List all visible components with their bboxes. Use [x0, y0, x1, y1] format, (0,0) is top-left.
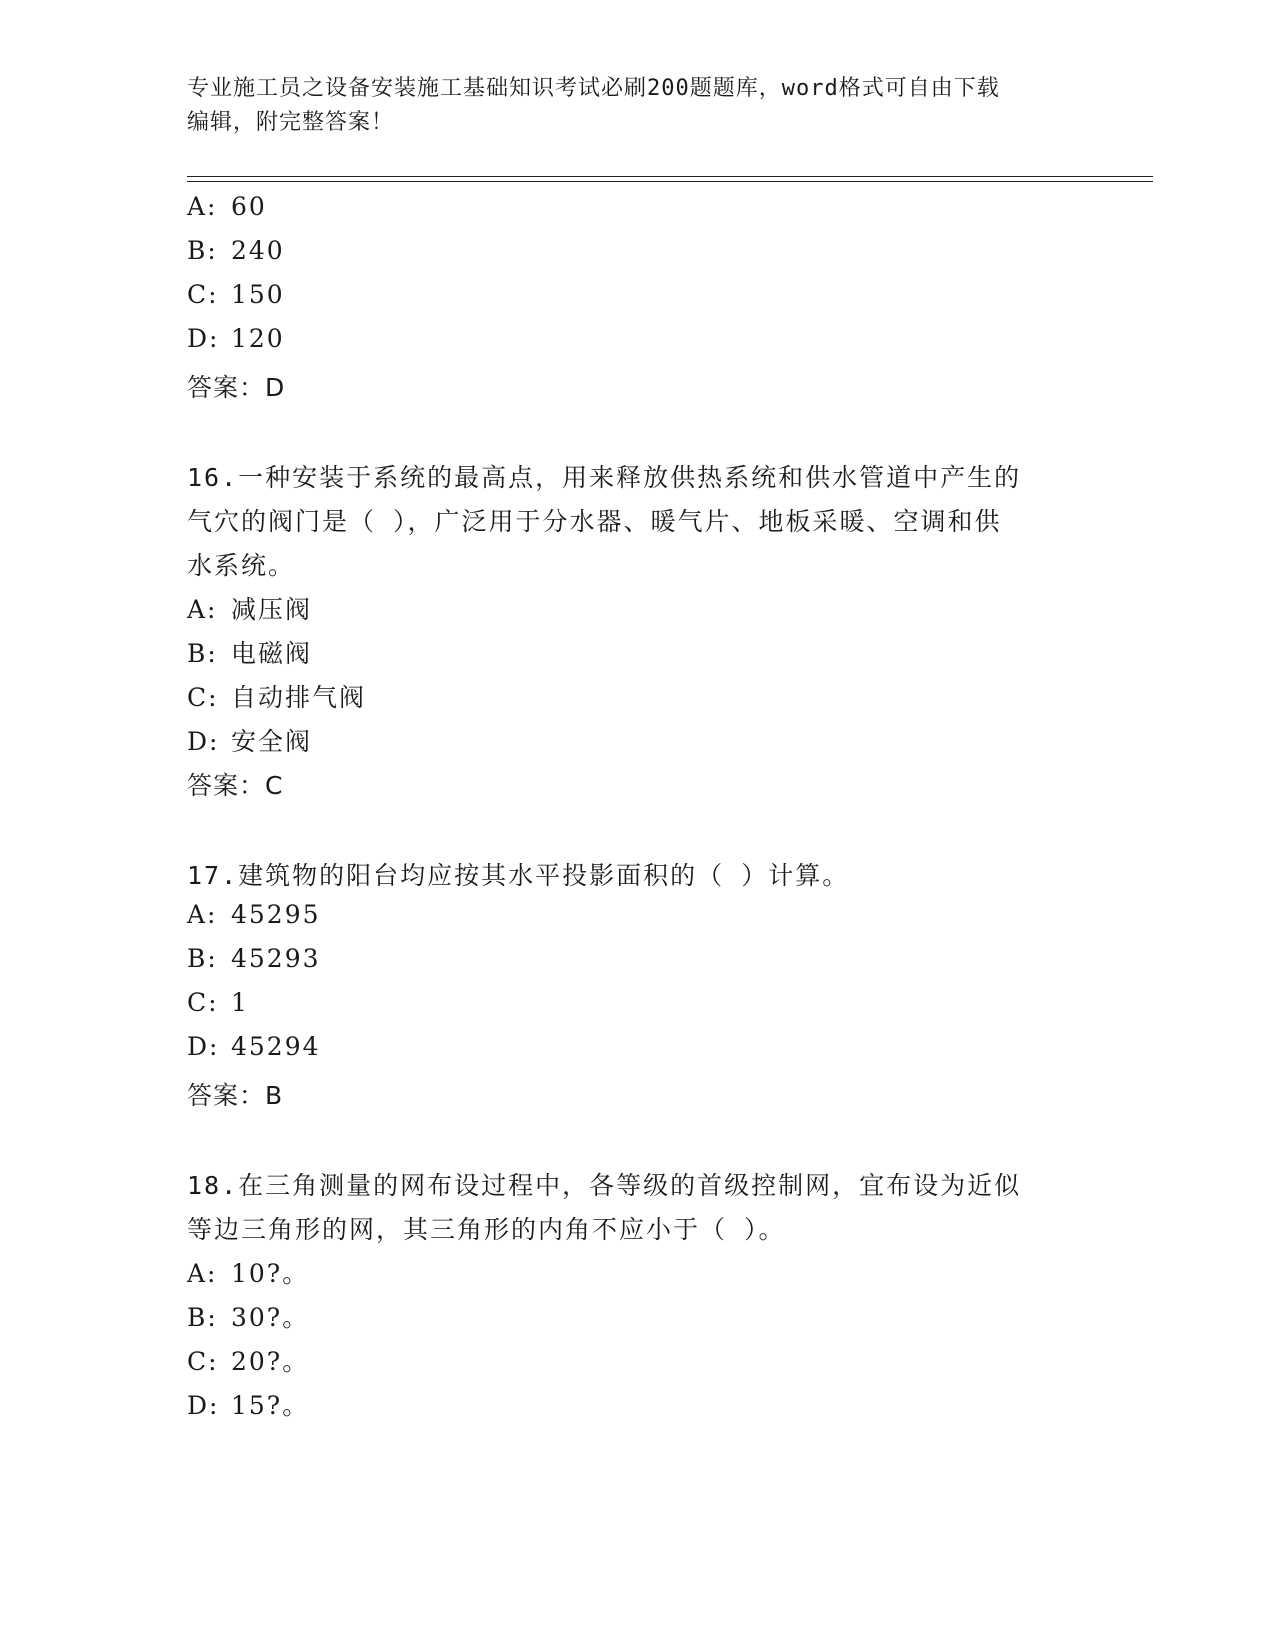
q16-option-d: D: 安全阀 [187, 727, 313, 756]
q16-question-line-2: 气穴的阀门是（ ），广泛用于分水器、暖气片、地板采暖、空调和供 [187, 507, 1002, 536]
q15-answer: 答案：D [187, 373, 286, 402]
q15-option-b: B: 240 [187, 236, 285, 265]
q18-option-d: D: 15?。 [187, 1391, 310, 1420]
header-line-1: 专业施工员之设备安装施工基础知识考试必刷200题题库，word格式可自由下载 [187, 76, 1000, 101]
header-line-2: 编辑，附完整答案！ [187, 110, 395, 135]
q16-option-a: A: 减压阀 [187, 595, 313, 624]
q15-option-a: A: 60 [187, 192, 267, 221]
q15-option-d: D: 120 [187, 324, 285, 353]
q17-question-line-1: 17.建筑物的阳台均应按其水平投影面积的（ ）计算。 [187, 861, 850, 890]
q16-option-c: C: 自动排气阀 [187, 683, 367, 712]
page-header [187, 72, 1087, 140]
q17-option-a: A: 45295 [187, 900, 321, 929]
q17-option-c: C: 1 [187, 988, 249, 1017]
q17-option-b: B: 45293 [187, 944, 321, 973]
header-divider-top [187, 176, 1153, 177]
q16-option-b: B: 电磁阀 [187, 639, 313, 668]
q17-answer: 答案：B [187, 1081, 284, 1110]
q18-option-c: C: 20?。 [187, 1347, 310, 1376]
q16-answer: 答案：C [187, 771, 284, 800]
q17-option-d: D: 45294 [187, 1032, 321, 1061]
q18-option-b: B: 30?。 [187, 1303, 310, 1332]
q18-question-line-2: 等边三角形的网，其三角形的内角不应小于（ ）。 [187, 1215, 786, 1244]
q16-question-line-1: 16.一种安装于系统的最高点，用来释放供热系统和供水管道中产生的 [187, 463, 1022, 492]
q16-question-line-3: 水系统。 [187, 551, 296, 580]
header-divider-bottom [187, 181, 1153, 182]
q15-option-c: C: 150 [187, 280, 285, 309]
q18-option-a: A: 10?。 [187, 1259, 310, 1288]
q18-question-line-1: 18.在三角测量的网布设过程中，各等级的首级控制网，宜布设为近似 [187, 1171, 1022, 1200]
